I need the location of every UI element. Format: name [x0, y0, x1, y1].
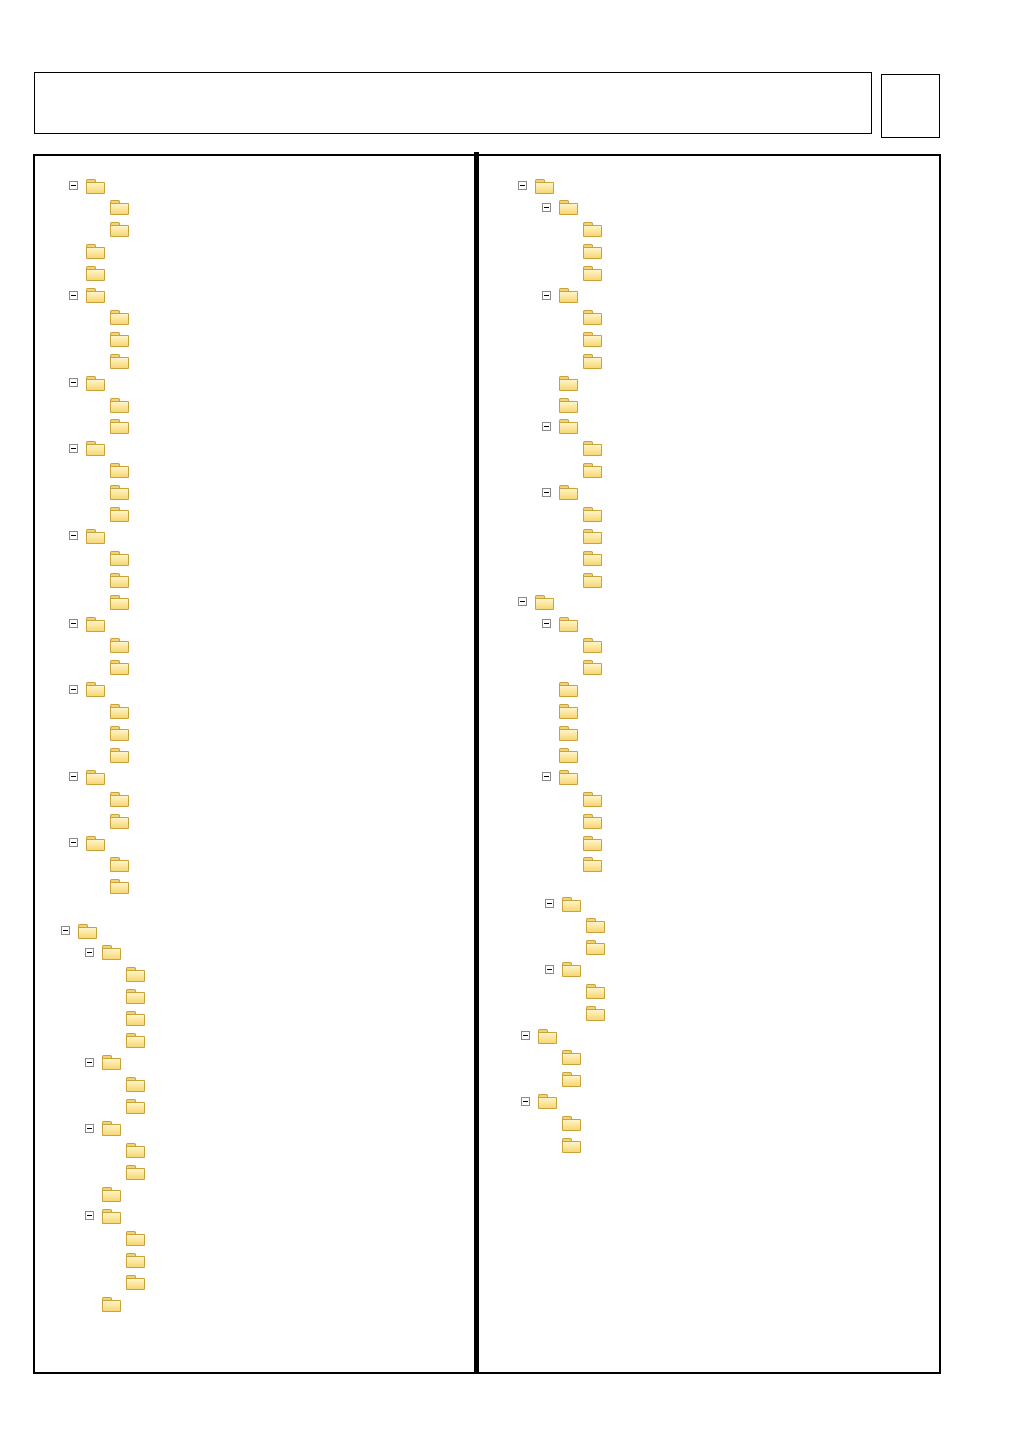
folder-icon [110, 814, 129, 828]
folder-icon [110, 879, 129, 893]
tree-node-camelo-dromedario[interactable] [521, 1027, 563, 1047]
folder-icon [126, 1011, 145, 1025]
tree-node-dragao[interactable] [109, 1142, 151, 1162]
folder-icon [586, 984, 605, 998]
header-box [34, 72, 872, 134]
tree-node-animal-foto[interactable] [542, 703, 584, 723]
tree-node-libelula[interactable] [93, 637, 135, 657]
tree-node-cupim-animado[interactable] [93, 221, 135, 241]
tree-node-camaleao-foto[interactable] [566, 265, 608, 285]
folder-icon [583, 660, 602, 674]
folder-icon [86, 617, 105, 631]
folder-icon [110, 857, 129, 871]
tree-node-canguru[interactable] [521, 1093, 563, 1113]
folder-icon [110, 704, 129, 718]
collapse-icon[interactable] [61, 926, 70, 935]
collapse-icon[interactable] [542, 772, 551, 781]
tree-node-trilobite[interactable] [85, 1295, 127, 1315]
tree-node-cupim[interactable] [69, 177, 111, 197]
folder-icon [562, 1050, 581, 1064]
collapse-icon[interactable] [85, 1124, 94, 1133]
collapse-icon[interactable] [69, 685, 78, 694]
folder-icon [559, 398, 578, 412]
tree-node-lagarto-animado[interactable] [566, 527, 608, 547]
tree-node-grilo[interactable] [93, 396, 135, 416]
folder-icon [110, 792, 129, 806]
tree-node-pterodactilo[interactable] [85, 1207, 127, 1227]
tree-node-mamutes[interactable] [85, 1185, 127, 1205]
collapse-icon[interactable] [85, 1058, 94, 1067]
folder-icon [110, 595, 129, 609]
folder-icon [583, 332, 602, 346]
page-number-box [881, 74, 940, 138]
collapse-icon[interactable] [518, 181, 527, 190]
folder-icon [562, 897, 581, 911]
collapse-icon[interactable] [69, 619, 78, 628]
folder-icon [126, 1275, 145, 1289]
tree-node-dinosauro-em-barra[interactable] [109, 1098, 151, 1118]
folder-icon [559, 200, 578, 214]
folder-icon [535, 595, 554, 609]
tree-node-pterodactilo-animado[interactable] [109, 1251, 151, 1271]
folder-icon [583, 222, 602, 236]
tree-node-mosca-em-barra[interactable] [93, 746, 135, 766]
folder-icon [86, 244, 105, 258]
folder-icon [538, 1094, 557, 1108]
tree-node-camelos-dromedarios-animados[interactable] [545, 1071, 587, 1091]
tree-node-camelos-dromedarios[interactable] [545, 1049, 587, 1069]
tree-node-camaleoes[interactable] [542, 199, 584, 219]
folder-icon [110, 310, 129, 324]
column-divider [474, 152, 479, 1372]
collapse-icon[interactable] [542, 203, 551, 212]
folder-icon [110, 485, 129, 499]
folder-icon [110, 573, 129, 587]
tree-node-vespa[interactable] [93, 856, 135, 876]
tree-node-iguana-animada[interactable] [542, 396, 584, 416]
tree-node-vaca[interactable] [569, 983, 611, 1003]
folder-icon [110, 463, 129, 477]
folder-icon [583, 836, 602, 850]
folder-icon [583, 529, 602, 543]
tree-node-joaninha[interactable] [69, 440, 111, 460]
tree-node-jacare-animado[interactable] [566, 462, 608, 482]
folder-icon [559, 726, 578, 740]
folder-icon [110, 222, 129, 236]
folder-icon [583, 441, 602, 455]
folder-icon [562, 1116, 581, 1130]
tree-node-pernilongo[interactable] [93, 790, 135, 810]
tree-node-formiga[interactable] [69, 287, 111, 307]
tree-node-camaleao[interactable] [566, 221, 608, 241]
folder-icon [110, 200, 129, 214]
collapse-icon[interactable] [69, 838, 78, 847]
collapse-icon[interactable] [69, 772, 78, 781]
folder-icon [583, 792, 602, 806]
tree-node-pre-historico[interactable] [61, 922, 103, 942]
folder-icon [126, 989, 145, 1003]
tree-node-cobra-animada[interactable] [566, 330, 608, 350]
tree-node-animal-diverso[interactable] [566, 637, 608, 657]
tree-node-cupim[interactable] [93, 199, 135, 219]
folder-icon [78, 924, 97, 938]
tree-node-joaninha-em-barra[interactable] [93, 506, 135, 526]
folder-icon [110, 354, 129, 368]
folder-icon [126, 1033, 145, 1047]
tree-node-mosca[interactable] [93, 703, 135, 723]
tree-node-lagarto[interactable] [542, 484, 584, 504]
folder-icon [110, 660, 129, 674]
tree-node-lagarto[interactable] [566, 506, 608, 526]
folder-icon [110, 419, 129, 433]
tree-node-animal-foto-engracada[interactable] [542, 746, 584, 766]
folder-icon [559, 376, 578, 390]
tree-node-diverso[interactable] [69, 243, 111, 263]
tree-node-diverso-animado[interactable] [69, 265, 111, 285]
folder-icon [110, 748, 129, 762]
folder-icon [110, 551, 129, 565]
tree-node-lagarta-em-barra[interactable] [93, 571, 135, 591]
folder-icon [86, 266, 105, 280]
collapse-icon[interactable] [521, 1097, 530, 1106]
folder-icon [583, 244, 602, 258]
tree-node-dragao[interactable] [85, 1120, 127, 1140]
folder-icon [86, 836, 105, 850]
folder-icon [535, 179, 554, 193]
tree-node-animal-foto-curiosa[interactable] [542, 725, 584, 745]
folder-icon [538, 1029, 557, 1043]
folder-icon [102, 1297, 121, 1311]
tree-node-bufalo[interactable] [566, 834, 608, 854]
tree-node-canguru-em-barra[interactable] [545, 1137, 587, 1157]
collapse-icon[interactable] [542, 291, 551, 300]
tree-node-dinosauro-animado[interactable] [109, 1076, 151, 1096]
tree-node-bisao-animado[interactable] [566, 812, 608, 832]
tree-node-gnu[interactable] [566, 856, 608, 876]
folder-icon [583, 266, 602, 280]
folder-icon [583, 638, 602, 652]
tree-node-pterodactilo-em-barra[interactable] [109, 1273, 151, 1293]
folder-icon [86, 770, 105, 784]
tree-node-dino-glitter[interactable] [109, 1032, 151, 1052]
tree-node-lagarta[interactable] [69, 527, 111, 547]
tree-node-dino-animado[interactable] [109, 988, 151, 1008]
tree-node-pernilongo[interactable] [69, 768, 111, 788]
folder-icon [126, 1077, 145, 1091]
folder-icon [126, 967, 145, 981]
tree-node-dragao-animado[interactable] [109, 1163, 151, 1183]
folder-icon [586, 918, 605, 932]
folder-icon [583, 310, 602, 324]
folder-icon [583, 573, 602, 587]
tree-node-mosca-animada[interactable] [93, 725, 135, 745]
folder-icon [559, 704, 578, 718]
folder-icon [562, 1072, 581, 1086]
folder-icon [562, 1138, 581, 1152]
folder-icon [102, 1187, 121, 1201]
folder-icon [559, 748, 578, 762]
collapse-icon[interactable] [69, 181, 78, 190]
folder-icon [583, 814, 602, 828]
tree-node-jacare[interactable] [566, 440, 608, 460]
folder-icon [110, 332, 129, 346]
folder-icon [86, 682, 105, 696]
content-frame [33, 154, 941, 1374]
tree-node-grilo[interactable] [69, 374, 111, 394]
collapse-icon[interactable] [542, 422, 551, 431]
folder-icon [126, 1253, 145, 1267]
collapse-icon[interactable] [521, 1031, 530, 1040]
folder-icon [559, 682, 578, 696]
tree-node-lagarta-animada[interactable] [93, 549, 135, 569]
tree-node-vaca-animada[interactable] [569, 1005, 611, 1025]
folder-icon [102, 1209, 121, 1223]
tree-node-dino[interactable] [109, 966, 151, 986]
tree-node-cobra-em-barra[interactable] [566, 352, 608, 372]
folder-icon [586, 940, 605, 954]
tree-node-touro[interactable] [545, 895, 587, 915]
tree-node-dinossauro[interactable] [85, 1054, 127, 1074]
folder-icon [110, 638, 129, 652]
folder-icon [559, 288, 578, 302]
tree-node-libelula[interactable] [69, 615, 111, 635]
folder-icon [559, 770, 578, 784]
folder-icon [126, 1143, 145, 1157]
tree-node-joaninha-animada[interactable] [93, 484, 135, 504]
folder-icon [126, 1165, 145, 1179]
folder-icon [583, 551, 602, 565]
tree-node-terrestre[interactable] [518, 593, 560, 613]
tree-node-bisao[interactable] [566, 790, 608, 810]
tree-node-lagarto-foto[interactable] [566, 571, 608, 591]
collapse-icon[interactable] [542, 488, 551, 497]
folder-icon [86, 179, 105, 193]
tree-node-libelula-animada[interactable] [93, 659, 135, 679]
folder-icon [110, 507, 129, 521]
folder-icon [559, 419, 578, 433]
collapse-icon[interactable] [69, 291, 78, 300]
folder-icon [86, 288, 105, 302]
tree-node-dragao-de-komodo-animado[interactable] [542, 374, 584, 394]
folder-icon [562, 962, 581, 976]
collapse-icon[interactable] [518, 597, 527, 606]
folder-icon [102, 1121, 121, 1135]
tree-node-touros-animado[interactable] [569, 939, 611, 959]
folder-icon [102, 945, 121, 959]
tree-node-touro[interactable] [569, 917, 611, 937]
tree-node-vespa[interactable] [69, 834, 111, 854]
folder-icon [583, 463, 602, 477]
tree-node-canguru[interactable] [545, 1115, 587, 1135]
tree-node-animal-em-grupo[interactable] [566, 659, 608, 679]
folder-icon [559, 617, 578, 631]
tree-node-cobra[interactable] [542, 287, 584, 307]
collapse-icon[interactable] [545, 965, 554, 974]
collapse-icon[interactable] [85, 948, 94, 957]
tree-node-dino-em-barra[interactable] [109, 1010, 151, 1030]
folder-icon [110, 726, 129, 740]
tree-node-camaleao-animado[interactable] [566, 243, 608, 263]
folder-icon [126, 1231, 145, 1245]
folder-icon [110, 398, 129, 412]
tree-node-lagarto-em-barra[interactable] [566, 549, 608, 569]
folder-icon [583, 857, 602, 871]
tree-node-jacare[interactable] [542, 418, 584, 438]
tree-node-formiga[interactable] [93, 308, 135, 328]
tree-node-cobra[interactable] [566, 308, 608, 328]
folder-icon [559, 485, 578, 499]
tree-node-formiga-em-barra[interactable] [93, 352, 135, 372]
tree-node-pernilongo-animado[interactable] [93, 812, 135, 832]
collapse-icon[interactable] [69, 531, 78, 540]
tree-node-mosca[interactable] [69, 681, 111, 701]
collapse-icon[interactable] [69, 444, 78, 453]
folder-icon [102, 1055, 121, 1069]
tree-node-grilo-animado[interactable] [93, 418, 135, 438]
tree-node-bovinos[interactable] [542, 768, 584, 788]
folder-icon [86, 376, 105, 390]
folder-icon [583, 507, 602, 521]
folder-icon [126, 1099, 145, 1113]
tree-node-lagarta-figura[interactable] [93, 593, 135, 613]
tree-node-joaninha[interactable] [93, 462, 135, 482]
collapse-icon[interactable] [545, 899, 554, 908]
folder-icon [86, 529, 105, 543]
tree-node-pterodactilo[interactable] [109, 1229, 151, 1249]
folder-icon [586, 1006, 605, 1020]
collapse-icon[interactable] [85, 1211, 94, 1220]
tree-node-animal-diverso[interactable] [542, 615, 584, 635]
collapse-icon[interactable] [69, 378, 78, 387]
tree-node-formiga-animada[interactable] [93, 330, 135, 350]
collapse-icon[interactable] [542, 619, 551, 628]
tree-node-vaca[interactable] [545, 961, 587, 981]
folder-icon [583, 354, 602, 368]
tree-node-dino[interactable] [85, 944, 127, 964]
tree-node-animal-flagrante-foto[interactable] [542, 681, 584, 701]
tree-node-vespa-animada[interactable] [93, 878, 135, 898]
tree-node-reptil[interactable] [518, 177, 560, 197]
folder-icon [86, 441, 105, 455]
